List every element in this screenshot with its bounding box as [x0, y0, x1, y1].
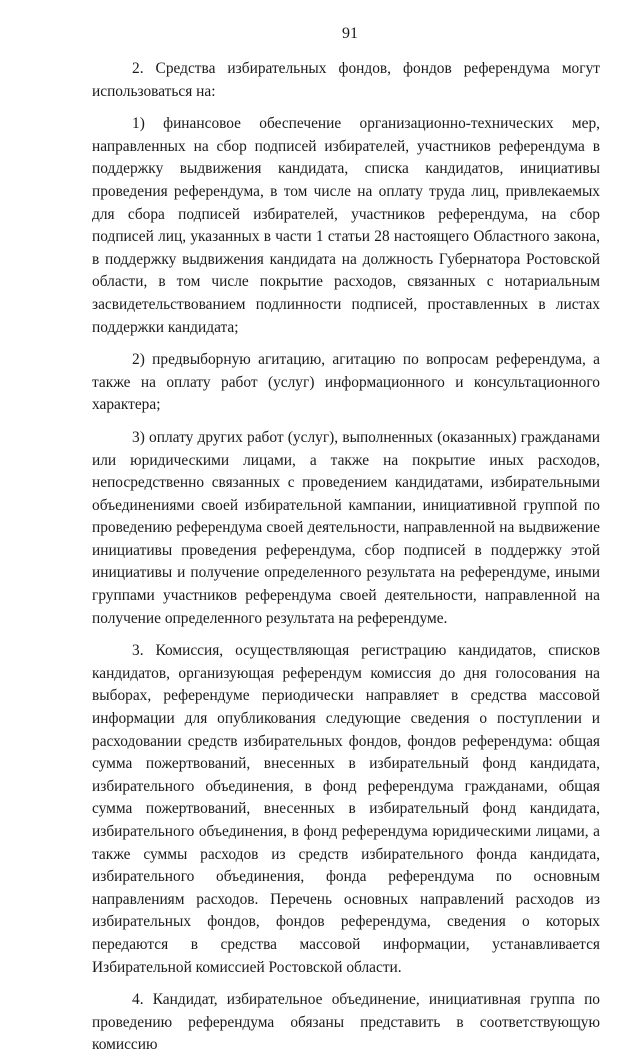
- paragraph-subitem-2: 2) предвыборную агитацию, агитацию по вопросам референдума, а также на оплату работ (услуг) информационного и консультационного характера;: [92, 351, 600, 414]
- paragraph-subitem-1: 1) финансовое обеспечение организационно-технических мер, направленных на сбор подписей избирателей, участников референдума в поддержку выдвижения кандидата, списка кандидатов, инициативы проведения референдума, в том числе на оплату труда лиц, привлекаемых для сбора подписей избирателей, участников референдума, на сбор подписей лиц, указанных в части 1 статьи 28 настоящего Областного закона, в поддержку выдвижения кандидата на должность Губернатора Ростовской области, в том числе покрытие расходов, связанных с нотариальным засвидетельствованием подлинности подписей, проставленных в листах поддержки кандидата;: [92, 115, 600, 336]
- paragraph-subitem-3: 3) оплату других работ (услуг), выполненных (оказанных) гражданами или юридическими лицами, а также на покрытие иных расходов, непосредственно связанных с проведением кандидатами, избирательными объединениями своей избирательной кампании, инициативной группой по проведению референдума своей деятельности, направленной на выдвижение инициативы проведения референдума, сбор подписей в поддержку этой инициативы и получение определенного результата на референдуме, иными группами участников референдума своей деятельности, направленной на получение определенного результата на референдуме.: [92, 428, 600, 627]
- paragraph-item-3: 3. Комиссия, осуществляющая регистрацию кандидатов, списков кандидатов, организующая референдум комиссия до дня голосования на выборах, референдуме периодически направляет в средства массовой информации для опубликования следующие сведения о поступлении и расходовании средств избирательных фондов, фондов референдума: общая сумма пожертвований, внесенных в избирательный фонд кандидата, избирательного объединения, в фонд референдума гражданами, общая сумма пожертвований, внесенных в избирательный фонд кандидата, избирательного объединения, в фонд референдума юридическими лицами, а также суммы расходов из средств избирательного фонда кандидата, избирательного объединения, фонда референдума по основным направлениям расходов. Перечень основных направлений расходов из избирательных фондов, фондов референдума, сведения о которых передаются в средства массовой информации, устанавливается Избирательной комиссией Ростовской области.: [92, 642, 600, 976]
- paragraph-item-4: 4. Кандидат, избирательное объединение, инициативная группа по проведению референдума обязаны представить в соответствующую комиссию: [92, 991, 600, 1054]
- paragraph-item-2: 2. Средства избирательных фондов, фондов референдума могут использоваться на:: [92, 60, 600, 100]
- page-number: 91: [342, 25, 358, 42]
